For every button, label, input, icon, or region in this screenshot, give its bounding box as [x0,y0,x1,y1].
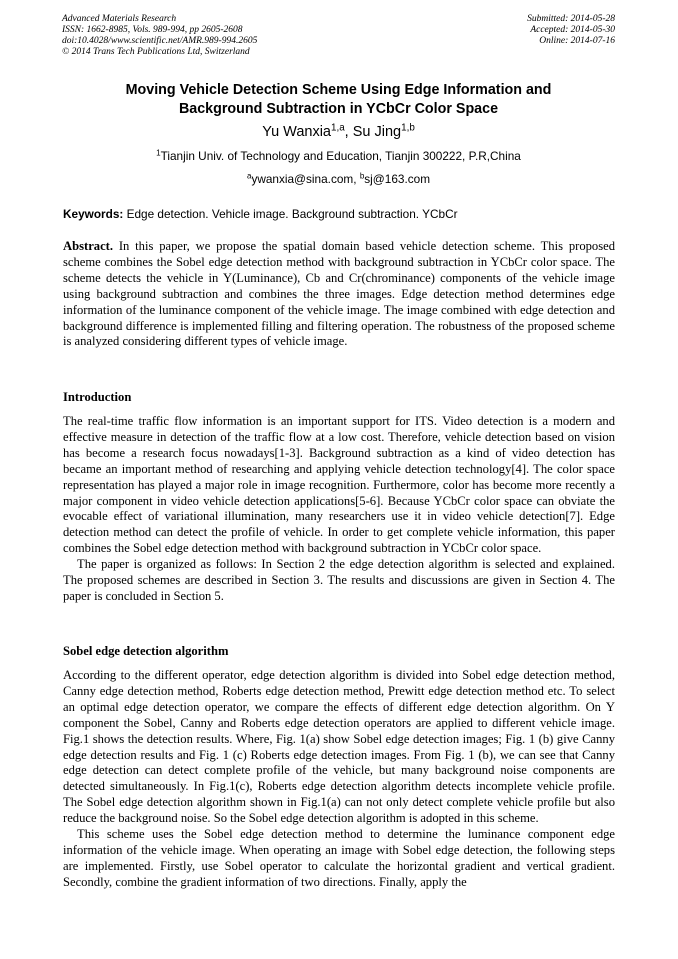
keywords [63,207,615,221]
author-list [62,123,615,141]
keywords-text: Edge detection. Vehicle image. Background subtraction. YCbCr [123,207,458,221]
abstract-text: In this paper, we propose the spatial domain based vehicle detection scheme. This proposed scheme combines the Sobel edge detection method with background subtraction in YCbCr color space. The scheme detects the vehicle in Y(Luminance), Cb and Cr(chrominance) components of the vehicle image using background subtraction and combines the three images. Edge detection method determines edge information of the luminance component of the vehicle image. The image combined with edge detection and background difference is implemented filling and filtering operation. The robustness of the proposed scheme is analyzed considering different types of vehicle image. [63,239,615,349]
introduction-body [63,414,615,605]
keywords-label: Keywords: [63,207,124,221]
accepted-date: Accepted: 2014-05-30 [530,25,615,35]
sobel-body [63,668,615,891]
paper-title [62,81,615,119]
introduction-paragraph-2: The paper is organized as follows: In Section 2 the edge detection algorithm is selected and explained. The proposed schemes are described in Section 3. The results and discussions are given in Section 4. The paper is concluded in Section 5. [63,557,615,603]
abstract-label: Abstract. [63,239,114,253]
email-a: ywanxia@sina.com [251,172,354,186]
sobel-paragraph-2: This scheme uses the Sobel edge detection method to determine the luminance component edge information of the vehicle image. When operating an image with Sobel edge detection, the following steps are implemented. Firstly, use Sobel operator to calculate the horizontal gradient and vertical gradient. Secondly, combine the gradient information of two directions. Finally, apply the [63,827,615,889]
author-2-name: Su Jing [352,124,402,140]
journal-header [62,14,257,58]
affiliation-sup: 1 [156,148,161,158]
email-a-sup: a [246,171,252,181]
author-1-name: Yu Wanxia [262,124,331,140]
affiliation [62,149,615,163]
sobel-paragraph-1: According to the different operator, edge detection algorithm is divided into Sobel edge detection method, Canny edge detection method, Roberts edge detection method, Prewitt edge detection method etc. To select an optimal edge detection operator, we compare the effects of different edge detection algorithm. On Y component the Sobel, Canny and Roberts edge detection operators are applied to different vehicle image. Fig.1 shows the detection results. Where, Fig. 1(a) show Sobel edge detection images; Fig. 1 (b) give Canny edge detection results and Fig. 1 (c) Roberts edge detection images. From Fig. 1 (b), we can see that Canny edge detection can detect complete profile of the vehicle, but many background noise components are detected simultaneously. In Fig.1(c), Roberts edge detection algorithm detects incomplete vehicle profile. The Sobel edge detection algorithm shown in Fig.1(a) can not only detect complete vehicle profile but also reduce the background noise. So the Sobel edge detection algorithm is adopted in this scheme. [63,668,615,826]
sobel-heading: Sobel edge detection algorithm [63,644,229,658]
doi-line: doi:10.4028/www.scientific.net/AMR.989-994.2605 [62,36,258,46]
email-b-sup: b [359,171,365,181]
dates-header [527,14,615,47]
issn-line: ISSN: 1662-8985, Vols. 989-994, pp 2605-2608 [62,25,243,35]
introduction-paragraph-1: The real-time traffic flow information is an important support for ITS. Video detection is a modern and effective measure in detection of the traffic flow at a low cost. Therefore, vehicle detection based on vision has become a research focus nowadays[1-3]. Background subtraction as a kind of video detection has became an important method of researching and applying vehicle detection technology[4]. The color space representation has played a major role in image recognition. Furthermore, color has become more recently a major component in video vehicle detection applications[5-6]. Because YCbCr color space can obviate the evocable effect of variational illumination, many researchers use it in video vehicle detection[7]. Edge detection method can detect the profile of vehicle. In order to get complete vehicle information, this paper combines the Sobel edge detection method with background subtraction in YCbCr color space. [63,414,615,556]
submitted-date: Submitted: 2014-05-28 [527,14,615,24]
abstract [63,239,615,350]
introduction-heading: Introduction [63,390,132,404]
author-1-sup: 1,a [330,122,345,134]
title-line-1: Moving Vehicle Detection Scheme Using Edge Information and [125,82,552,98]
email-b: sj@163.com [364,172,431,186]
journal-name: Advanced Materials Research [62,14,177,24]
online-date: Online: 2014-07-16 [539,36,615,46]
author-separator: , [344,124,353,140]
emails [62,172,615,186]
author-2-sup: 1,b [401,122,415,134]
title-line-2: Background Subtraction in YCbCr Color Space [178,101,499,117]
affiliation-text: Tianjin Univ. of Technology and Education, Tianjin 300222, P.R,China [160,149,521,163]
email-separator: , [353,172,360,186]
copyright-line: © 2014 Trans Tech Publications Ltd, Switzerland [62,47,250,57]
